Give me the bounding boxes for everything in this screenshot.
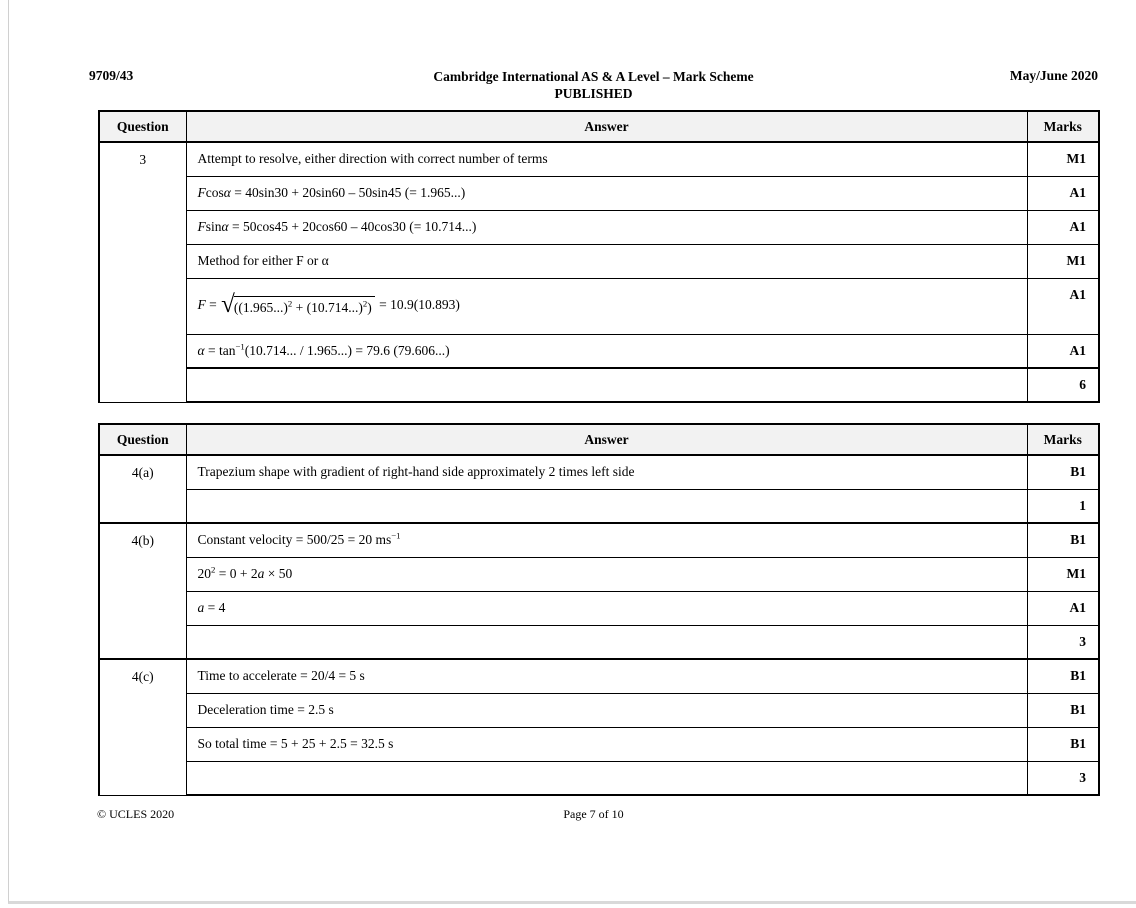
- table-row: [99, 557, 1099, 591]
- table-row: [99, 368, 1099, 402]
- mark-cell: A1: [1027, 176, 1099, 210]
- total-marks-cell: 3: [1027, 625, 1099, 659]
- table-row: [99, 244, 1099, 278]
- header-center: [89, 68, 1098, 102]
- question-number-cell: 4(b): [99, 523, 186, 659]
- answer-cell: [186, 489, 1027, 523]
- mark-cell: B1: [1027, 693, 1099, 727]
- answer-cell: Fsinα = 50cos45 + 20cos60 – 40cos30 (= 10.714...): [186, 210, 1027, 244]
- answer-cell: Attempt to resolve, either direction with correct number of terms: [186, 142, 1027, 176]
- page-indicator: Page 7 of 10: [563, 807, 624, 821]
- answer-cell: Trapezium shape with gradient of right-hand side approximately 2 times left side: [186, 455, 1027, 489]
- answer-cell: $20^2 = 0 + 2a \times 50$: [186, 557, 1027, 591]
- answer-cell: Method for either F or α: [186, 244, 1027, 278]
- column-header-answer: Answer: [186, 111, 1027, 142]
- question-number-cell: 4(a): [99, 455, 186, 523]
- answer-cell: a = 4: [186, 591, 1027, 625]
- answer-cell: Deceleration time = 2.5 s: [186, 693, 1027, 727]
- table-row: [99, 210, 1099, 244]
- mark-scheme-table-2: [98, 423, 1100, 796]
- table-row: [99, 455, 1099, 489]
- document-header: [89, 68, 1098, 102]
- table-header-row: [99, 111, 1099, 142]
- column-header-marks: Marks: [1027, 111, 1099, 142]
- mark-cell: A1: [1027, 210, 1099, 244]
- answer-cell: Constant velocity = 500/25 = 20 $ms^{-1}$: [186, 523, 1027, 557]
- table-row: [99, 693, 1099, 727]
- column-header-marks: Marks: [1027, 424, 1099, 455]
- total-marks-cell: 6: [1027, 368, 1099, 402]
- mark-cell: B1: [1027, 523, 1099, 557]
- mark-cell: A1: [1027, 334, 1099, 368]
- mark-cell: A1: [1027, 591, 1099, 625]
- question-number-cell: 3: [99, 142, 186, 402]
- column-header-answer: Answer: [186, 424, 1027, 455]
- mark-cell: M1: [1027, 244, 1099, 278]
- mark-scheme-table-1: [98, 110, 1100, 403]
- total-marks-cell: 1: [1027, 489, 1099, 523]
- table-row: [99, 523, 1099, 557]
- answer-cell: F = √ $((1.965...)^2 + (10.714...)^2)$ = 10.9(10.893): [186, 278, 1027, 334]
- mark-cell: M1: [1027, 142, 1099, 176]
- table-header-row: [99, 424, 1099, 455]
- document-footer: [89, 807, 1098, 823]
- table-row: [99, 278, 1099, 334]
- table-row: [99, 761, 1099, 795]
- document-body: [89, 110, 1098, 796]
- answer-cell: [186, 761, 1027, 795]
- session-date: May/June 2020: [1009, 68, 1098, 83]
- answer-cell: [186, 368, 1027, 402]
- question-number-cell: 4(c): [99, 659, 186, 795]
- table-row: [99, 591, 1099, 625]
- answer-cell: So total time = 5 + 25 + 2.5 = 32.5 s: [186, 727, 1027, 761]
- radical-sign-icon: √: [221, 291, 235, 318]
- copyright-notice: © UCLES 2020: [97, 807, 175, 821]
- table-row: [99, 489, 1099, 523]
- answer-cell: [186, 625, 1027, 659]
- mark-cell: A1: [1027, 278, 1099, 334]
- table-row: [99, 334, 1099, 368]
- mark-cell: B1: [1027, 727, 1099, 761]
- answer-cell: $\alpha = \tan^{-1}(10.714$... / 1.965...) = 79.6 (79.606...): [186, 334, 1027, 368]
- document-page: [8, 0, 1136, 904]
- table-row: [99, 625, 1099, 659]
- answer-cell: Fcosα = 40sin30 + 20sin60 – 50sin45 (= 1.965...): [186, 176, 1027, 210]
- exam-code: 9709/43: [89, 68, 134, 83]
- document-content: [9, 0, 1136, 823]
- column-header-question: Question: [99, 424, 186, 455]
- table-row: [99, 142, 1099, 176]
- column-header-question: Question: [99, 111, 186, 142]
- published-label: PUBLISHED: [554, 86, 633, 101]
- table-row: [99, 659, 1099, 693]
- document-title: Cambridge International AS & A Level – Mark Scheme: [433, 69, 754, 84]
- mark-cell: M1: [1027, 557, 1099, 591]
- mark-cell: B1: [1027, 455, 1099, 489]
- mark-cell: B1: [1027, 659, 1099, 693]
- table-row: [99, 176, 1099, 210]
- total-marks-cell: 3: [1027, 761, 1099, 795]
- answer-cell: Time to accelerate = 20/4 = 5 s: [186, 659, 1027, 693]
- table-row: [99, 727, 1099, 761]
- radicand: $((1.965...)^2 + (10.714...)^2)$: [234, 296, 375, 316]
